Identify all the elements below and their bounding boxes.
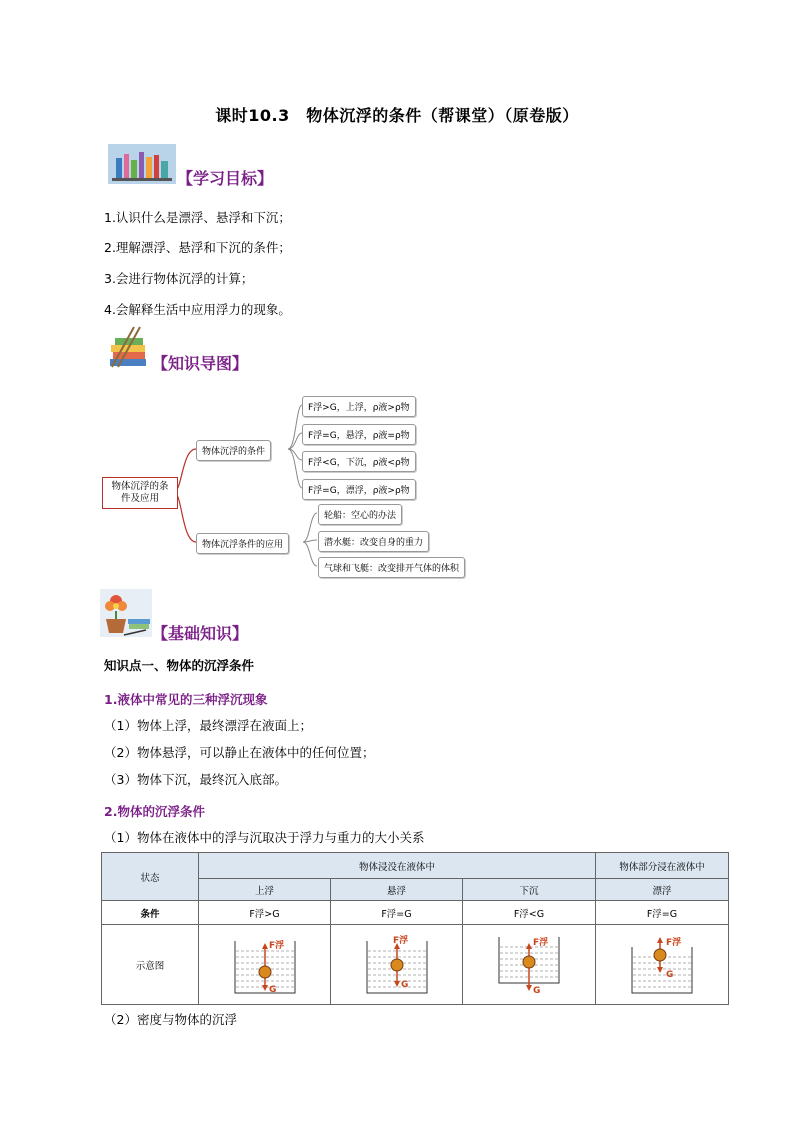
svg-text:G: G (400, 979, 408, 990)
flower-pot-icon (100, 589, 152, 637)
state-float: 漂浮 (596, 879, 729, 901)
condition-sink: F浮<G (463, 901, 596, 925)
mindmap-root: 物体沉浮的条件及应用 (102, 477, 178, 509)
condition-label: 条件 (102, 901, 199, 925)
svg-text:F浮: F浮 (392, 935, 408, 946)
basics-heading: 【基础知识】 (152, 624, 249, 643)
condition-float: F浮=G (596, 901, 729, 925)
mindmap-leaf-float: F浮=G，漂浮，ρ液>ρ物 (302, 479, 416, 500)
diagram-suspend (365, 935, 429, 995)
mindmap-leaf-sink: F浮<G，下沉，ρ液<ρ物 (302, 451, 416, 472)
svg-text:G: G (666, 969, 674, 980)
mindmap-branch-conditions: 物体沉浮的条件 (196, 440, 271, 461)
state-suspend: 悬浮 (331, 879, 463, 901)
diagram-label: 示意图 (102, 925, 199, 1005)
svg-text:F浮: F浮 (666, 937, 682, 948)
mindmap-leaf-balloon: 气球和飞艇：改变排开气体的体积 (318, 557, 465, 578)
diagram-rise (233, 935, 297, 995)
condition-suspend: F浮=G (331, 901, 463, 925)
conditions-table (101, 852, 729, 1005)
mindmap-leaf-submarine: 潜水艇：改变自身的重力 (318, 531, 429, 552)
diagram-float (630, 935, 694, 995)
state-label-cell: 状态 (102, 853, 199, 901)
page-title: 课时10.3 物体沉浮的条件（帮课堂）（原卷版） (215, 106, 579, 125)
sub1-item-1: （1）物体上浮，最终漂浮在液面上； (104, 718, 312, 733)
state-rise: 上浮 (199, 879, 331, 901)
sub2-line-1: （1）物体在液体中的浮与沉取决于浮力与重力的大小关系 (104, 830, 425, 845)
goal-2: 2.理解漂浮、悬浮和下沉的条件； (104, 240, 291, 255)
sub1-item-3: （3）物体下沉，最终沉入底部。 (104, 772, 287, 787)
goal-3: 3.会进行物体沉浮的计算； (104, 271, 254, 286)
partial-header-cell: 物体部分浸在液体中 (596, 853, 729, 879)
subsection-1-heading: 1.液体中常见的三种浮沉现象 (104, 692, 268, 707)
mindmap-branch-applications: 物体沉浮条件的应用 (196, 533, 289, 554)
mindmap-leaf-ship: 轮船：空心的办法 (318, 504, 402, 525)
knowledge-point-1: 知识点一、物体的沉浮条件 (104, 658, 255, 673)
goals-heading: 【学习目标】 (177, 169, 274, 188)
sub1-item-2: （2）物体悬浮，可以静止在液体中的任何位置； (104, 745, 375, 760)
diagram-sink (497, 935, 561, 995)
mindmap-leaf-rise: F浮>G，上浮，ρ液>ρ物 (302, 396, 416, 417)
svg-text:F浮: F浮 (533, 937, 549, 948)
goal-4: 4.会解释生活中应用浮力的现象。 (104, 302, 291, 317)
subsection-2-heading: 2.物体的沉浮条件 (104, 804, 205, 819)
mindmap-leaf-suspend: F浮=G，悬浮，ρ液=ρ物 (302, 424, 416, 445)
goal-1: 1.认识什么是漂浮、悬浮和下沉； (104, 210, 291, 225)
svg-text:F浮: F浮 (268, 940, 284, 951)
svg-text:G: G (268, 984, 276, 995)
sub2-line-2: （2）密度与物体的沉浮 (104, 1012, 237, 1027)
state-sink: 下沉 (463, 879, 596, 901)
condition-rise: F浮>G (199, 901, 331, 925)
svg-text:G: G (533, 985, 541, 995)
immersed-header-cell: 物体浸没在液体中 (199, 853, 596, 879)
mindmap-heading: 【知识导图】 (152, 354, 249, 373)
